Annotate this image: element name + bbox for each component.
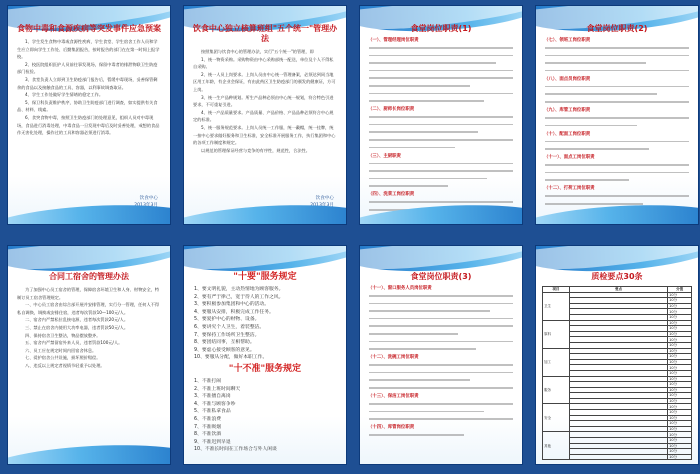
text-line	[369, 139, 513, 144]
score-cell: 10分	[668, 432, 692, 438]
text-line	[369, 185, 513, 190]
text-line	[545, 93, 689, 98]
text-line	[369, 434, 513, 439]
section-heading: （七）、领班工岗位职责	[544, 38, 591, 43]
paragraph: 三、禁止在宿舍内使用大功率电器，违者罚款50元/人。	[25, 324, 129, 330]
text-line	[369, 131, 513, 136]
score-cell: 10分	[668, 443, 692, 449]
paragraph: 2、统一人员上岗要求。上岗人员由中心统一管理备案，必须达到同当地区用工年龄，有企业会保证，有由此药区卫生防疫部门的颁发的健康证，方可上岗。	[193, 71, 336, 92]
text-line	[369, 62, 513, 67]
text-line	[369, 93, 513, 98]
signature-org: 饮食中心	[315, 196, 334, 201]
list-item: 10、要服从分配，做好本职工作。	[194, 355, 268, 361]
score-cell: 10分	[668, 314, 692, 320]
paragraph: 5、统一服务规范要求。上岗人员统一工作服，统一戴帽，统一挂牌，统一按中心要求做好服务和卫生标准，安全标准开展服务工作，执行集团和中心的各项工作制度和规定。	[193, 124, 336, 146]
text-line	[369, 100, 513, 105]
score-cell: 10分	[668, 454, 692, 460]
text-line	[545, 117, 689, 122]
paragraph: 二、宿舍内严禁私拉乱接电源，违者每次罚款20元/人。	[25, 317, 129, 323]
text-line	[369, 77, 513, 82]
paragraph: 4、统一产品质量要求。产品质量、产品价格、产品品种必须符合中心规定的标准。	[193, 109, 334, 123]
score-cell: 10分	[668, 359, 692, 365]
paragraph: 1、统一物资采购。采购物资由中心采购部统一配送，单位及个人不得私自采购。	[193, 56, 334, 70]
paragraph: 5、保卫科负责维护秩序，协助卫生防疫部门进行调查，如实提供有关食品、材料、线索。	[17, 99, 158, 113]
paragraph: 四、保持宿舍卫生整洁，物品摆放整齐。	[25, 332, 101, 338]
text-line	[369, 163, 513, 168]
score-cell: 10分	[668, 354, 692, 360]
paragraph: 2、校医院组织医护人员前往事发现场，保留中毒者的排泄物联卫生防疫部门检验。	[17, 61, 158, 75]
score-cell: 10分	[668, 342, 692, 348]
text-line	[369, 387, 513, 392]
section-heading: （十二）、打荷工岗位职责	[544, 186, 595, 192]
list-item: 2、不准上班时间聊天	[194, 386, 241, 392]
paragraph: 七、爱护宿舍公共设施，损坏照价赔偿。	[25, 355, 101, 361]
paragraph: 为了加强中心员工宿舍的管理，保障宿舍环境卫生和人身、财物安全，特制订员工宿舍管理规定。	[17, 287, 160, 300]
section-heading: （一）、管理经理岗位职责	[368, 38, 419, 43]
text-line	[369, 70, 513, 75]
section-heading: （九）、库管工岗位职责	[544, 107, 591, 113]
board-duties-3	[360, 246, 522, 464]
text-line	[545, 86, 689, 91]
signature-org: 饮食中心	[139, 196, 158, 201]
text-line	[545, 125, 689, 130]
score-cell: 10分	[668, 303, 692, 309]
paragraph: 6、食突食物中毒，按照卫生防疫部门的处理意见，组织人员对中毒现场，食品进行消毒处理，中毒食品一旦发现中毒后及时妥善处理，戒想的食品作无害化处理，操作过的工具和容器必须进行消毒。	[17, 114, 160, 136]
score-cell: 10分	[668, 326, 692, 332]
text-line	[369, 116, 513, 121]
group-cell: 其他	[543, 432, 570, 460]
board-title: 食堂岗位职责(2)	[586, 24, 648, 33]
section-heading: （十四）、库管岗位职责	[368, 425, 415, 431]
board-title: 食物中毒和食源疾病等突发事件应急预案	[17, 24, 161, 33]
section-heading: （十）、配面工岗位职责	[544, 131, 591, 137]
list-item: 5、不准私拿食品	[194, 409, 231, 415]
list-item: 9、不准迟到早退	[194, 439, 231, 445]
score-cell: 10分	[668, 370, 692, 376]
paragraph: 一、中心员工宿舍由综合部开展并安排管理，实行分一管理，任何人不得私自调换，调换或安排住宿，违者每次罚款10—100元/人。	[17, 302, 160, 315]
list-item: 6、不准浪费	[194, 416, 222, 422]
list-item: 7、要保持工作场所卫生整洁。	[194, 332, 260, 338]
text-line	[369, 403, 513, 408]
text-line	[369, 318, 513, 323]
score-cell: 10分	[668, 309, 692, 315]
section-heading: （三）、主厨职责	[368, 153, 401, 159]
list-item: 9、要虚心接受顾客的意见。	[194, 347, 255, 353]
score-cell: 10分	[668, 438, 692, 444]
text-line	[369, 303, 513, 308]
score-cell: 10分	[668, 426, 692, 432]
text-line	[369, 295, 513, 300]
text-line	[369, 85, 513, 90]
section-heading: （二）、厨师长岗位职责	[368, 107, 415, 113]
text-line	[545, 164, 689, 169]
list-item: 4、不准与顾客争吵	[194, 401, 236, 407]
text-line	[369, 411, 513, 416]
section-heading: （十一）、面点工岗位职责	[544, 155, 595, 161]
text-line	[369, 348, 513, 353]
section-heading: （四）、洗菜工岗位职责	[368, 192, 415, 198]
board-title: 食堂岗位职责(3)	[410, 272, 472, 281]
board-five-unified	[184, 6, 346, 224]
score-cell: 10分	[668, 393, 692, 399]
qc-table	[542, 286, 692, 460]
column-header: 要点	[569, 287, 667, 293]
score-cell: 10分	[668, 331, 692, 337]
list-item: 5、要爱护中心的财物、设备。	[194, 317, 260, 323]
paragraph: 六、员工应在规定时间内回宿舍休息。	[25, 347, 97, 353]
paragraph: 3、统一生产品种规划。所生产品种必须由中心统一规划，符合特色引进要求，不可重复引进。	[193, 94, 334, 108]
text-line	[369, 310, 513, 315]
score-cell: 10分	[668, 410, 692, 416]
text-line	[545, 70, 689, 75]
paragraph: 4、学生工作处做好学生情绪的稳定工作。	[25, 92, 104, 98]
score-cell: 10分	[668, 387, 692, 393]
text-line	[545, 55, 689, 60]
score-cell: 10分	[668, 376, 692, 382]
group-cell: 服务	[543, 376, 570, 404]
score-cell: 10分	[668, 421, 692, 427]
score-cell: 10分	[668, 292, 692, 298]
score-cell: 10分	[668, 320, 692, 326]
score-cell: 10分	[668, 365, 692, 371]
board-duties-2	[536, 6, 698, 224]
section-heading: （八）、面点员岗位职责	[544, 76, 591, 82]
text-line	[369, 55, 513, 60]
board-emergency-plan	[8, 6, 170, 224]
text-line	[545, 179, 689, 184]
board-title: 食堂岗位职责(1)	[410, 24, 472, 33]
score-cell: 10分	[668, 348, 692, 354]
score-cell: 10分	[668, 398, 692, 404]
score-cell: 10分	[668, 382, 692, 388]
group-cell: 卫生	[543, 292, 570, 320]
text-line	[369, 178, 513, 183]
text-line	[545, 195, 689, 200]
score-cell: 10分	[668, 404, 692, 410]
score-cell: 10分	[668, 298, 692, 304]
text-line	[545, 148, 689, 153]
board-qc-points	[536, 246, 698, 464]
text-line	[545, 172, 689, 177]
list-item: 1、不准打闹	[194, 378, 222, 384]
list-item: 3、不准擅自离岗	[194, 394, 231, 400]
text-line	[369, 418, 513, 423]
score-cell: 10分	[668, 415, 692, 421]
paragraph: 八、违反以上规定者视情节轻重予以处理。	[25, 362, 105, 368]
section-heading: （十二）、洗碗工岗位职责	[368, 355, 419, 361]
list-item: 8、不准饮酒	[194, 432, 222, 438]
ten-dont-list	[194, 378, 336, 454]
text-line	[369, 379, 513, 384]
text-line	[545, 101, 689, 106]
list-item: 6、要讲究个人卫生，着装整洁。	[194, 324, 265, 330]
board-title: 合同工宿舍的管理办法	[49, 272, 129, 281]
paragraph: 以规范的管理保证经营与竞争的有序性，规范性，合法性。	[201, 147, 310, 153]
column-header: 项目	[543, 287, 570, 293]
group-cell: 安全	[543, 404, 570, 432]
score-cell: 10分	[668, 449, 692, 455]
text-line	[369, 341, 513, 346]
board-service-rules	[184, 246, 346, 464]
text-line	[369, 364, 513, 369]
list-item: 4、要服从安排，积极完成工作任务。	[194, 309, 274, 315]
text-line	[545, 141, 689, 146]
text-line	[369, 47, 513, 52]
list-item: 8、要团结同事，互相帮助。	[194, 340, 255, 346]
section-heading: （十三）、保洁工岗位职责	[368, 393, 419, 399]
board-title: 饮食中心独立核算班组"五个统一"管理办法	[192, 24, 338, 43]
list-item: 10、不准长时间在工作场合与外人闲谈	[194, 447, 277, 453]
column-header: 分值	[668, 287, 692, 293]
text-line	[369, 333, 513, 338]
text-line	[369, 170, 513, 175]
paragraph: 五、宿舍内严禁留宿外来人员，违者罚款100元/人。	[25, 340, 123, 346]
text-line	[369, 372, 513, 377]
list-item: 3、要积极参加集团和中心的活动。	[194, 302, 270, 308]
score-cell: 10分	[668, 337, 692, 343]
decor-swoosh	[8, 440, 170, 464]
list-item: 7、不准吸烟	[194, 424, 222, 430]
text-line	[369, 147, 513, 152]
board-title: 质检要点30条	[591, 272, 643, 281]
text-line	[369, 124, 513, 129]
paragraph: 按照集团与饮食中心的管理办法，实行"五个统一"的管理，即	[201, 49, 314, 54]
board-dormitory-rules	[8, 246, 170, 464]
text-line	[545, 62, 689, 67]
list-item: 2、要有严于律己，宽于待人的工作之风。	[194, 294, 284, 300]
group-cell: 原料	[543, 320, 570, 348]
ten-do-list	[194, 286, 336, 362]
list-item: 1、要文明礼貌，主动热情地为顾客服务。	[194, 287, 284, 292]
text-line	[545, 47, 689, 52]
ten-do-title: "十要"服务规定	[233, 272, 297, 282]
paragraph: 1、学生发生食物中毒或食源性疾病，学生食堂、学生宿舍工作人员和学生应立即向学生工作处、后勤集团报告，按时报告的部门在在第一时间上报学校。	[17, 39, 160, 60]
paragraph: 3、食堂负责人立即到卫生防疫部门报告后，暂缓中毒现场，妥善保管剩余的食品以及接触食品的工具、容器，以利事故调查取证。	[17, 76, 158, 90]
text-line	[369, 325, 513, 330]
section-heading: （十一）、窗口服务人员岗位职责	[368, 286, 432, 291]
ten-dont-title: "十不准"服务规定	[228, 363, 302, 374]
board-duties-1	[360, 6, 522, 224]
group-cell: 加工	[543, 348, 570, 376]
